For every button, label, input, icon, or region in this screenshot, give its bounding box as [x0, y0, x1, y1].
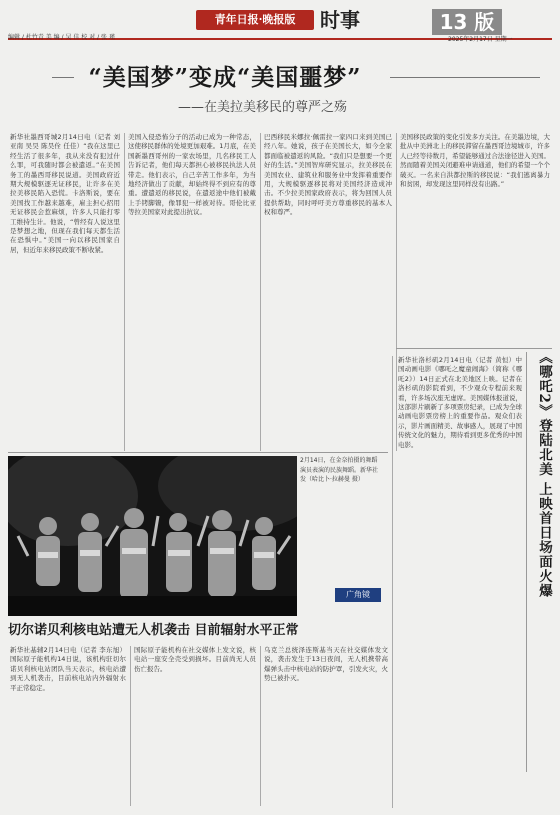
article1-column-2: 美国入侵恐怖分子的活动已成为一种常态，这使移民群体的处境更加艰难。1月底，在美国新墨西哥州的一家农场里，几名移民工人告诉记者，他们每天都担心被移民执法人员带走。他们表示，自己辛苦工作多年，为当地经济做出了贡献，却始终得不到应有的尊重。遭遣返的移民说，在遣返途中他们被戴上手铐脚镣，像罪犯一样被对待。哥伦比亚等拉美国家对此提出抗议。: [128, 133, 256, 217]
newspaper-logo: 青年日报·晚报版: [196, 10, 314, 30]
section-title: 时事: [320, 8, 360, 32]
article2-column-1: 新华社基辅2月14日电（记者 李东旭）国际原子能机构14日说，该机构驻切尔诺贝利核电站团队当天表示，核电站遭到无人机袭击，目前核电站内外辐射水平正常稳定。: [10, 646, 126, 692]
subtitle-article1: ——在美拉美移民的尊严之殇: [178, 100, 348, 115]
section-tag-wide-angle: 广角镜: [335, 588, 381, 602]
column-divider: [260, 133, 261, 451]
title-rule-right: [390, 77, 540, 78]
title-rule-left: [52, 77, 74, 78]
headline-article2: 切尔诺贝利核电站遭无人机袭击 目前辐射水平正常: [8, 623, 299, 638]
headline-article3: 《哪吒2》登陆北美 上映首日场面火爆: [536, 350, 552, 599]
column-divider: [124, 133, 125, 451]
article2-column-2: 国际原子能机构在社交媒体上发文说，核电站一座安全壳受到损坏。目前尚无人员伤亡报告。: [134, 646, 256, 673]
article2-column-3: 乌克兰总统泽连斯基当天在社交媒体发文说，袭击发生于13日夜间，无人机携带高爆弹头击中核电站的防护罩，引发火灾，火势已被扑灭。: [264, 646, 388, 683]
article1-column-1: 新华社墨西哥城2月14日电（记者 刘亚南 吴昊 陈昊佺 任佳）“我在这里已经生活了很多年，我从来没有犯过什么罪，可我随时都会被遣返。”在美国务工的墨西哥移民说道。美国政府近期大规模驱逐无证移民，让许多在美拉美移民陷入恐慌。卡洛斯说，要在美国找工作越来越难，雇主担心招用无证移民会惹麻烦，许多人只能打零工维持生计。他说，“曾经有人说这里是梦想之地，但现在我们每天都生活在恐惧中。”美国一向以移民国家自居，但近年来移民政策不断收紧。: [10, 133, 120, 254]
headline-rule: [526, 352, 527, 772]
editor-credits: 编辑 / 杜竹青 美 编 / 吴 佳 校 对 / 张 瑾: [8, 34, 115, 41]
page-number: 13 版: [432, 9, 502, 35]
section-divider: [396, 348, 552, 349]
column-divider: [392, 356, 393, 808]
article1-column-3: 巴西移民米娜拉·佩雷拉一家四口来到美国已经八年。她说，孩子在美国长大，如今全家都面临被遣返的风险。“我们只是想要一个更好的生活。”美国智库研究显示，拉美移民在美国农业、建筑业和服务业中发挥着重要作用，大规模驱逐移民将对美国经济造成冲击。不少拉美国家政府表示，将为回国人员提供帮助，同时呼吁美方尊重移民的基本人权和尊严。: [264, 133, 392, 217]
article3-body: 新华社洛杉矶2月14日电（记者 黄恒）中国动画电影《哪吒之魔童闹海》（简称《哪吒2》）14日正式在北美地区上映。记者在洛杉矶的影院看到，不少观众专程前来观看，许多场次座无虚席。美国媒体报道说，这部影片刷新了多项票房纪录，已成为全球动画电影票房榜上的重要作品。观众们表示，影片画面精美、故事感人，展现了中国传统文化的魅力，期待看到更多优秀的中国电影。: [398, 356, 522, 449]
issue-date: 2025年2月17日 星期一: [448, 36, 513, 43]
column-divider: [396, 133, 397, 451]
photo-caption: 2月14日，在金奈拍摄的舞蹈演员表演的民族舞蹈。新华社发（哈比卜·拉赫曼 摄）: [300, 457, 378, 483]
section-divider: [8, 452, 388, 453]
page-header: [8, 6, 552, 43]
column-divider: [130, 646, 131, 806]
news-photo-dancers: [8, 456, 297, 616]
article1-column-4: 美国移民政策的变化引发多方关注。在美墨边境，大批从中美洲北上的移民滞留在墨西哥边境城市，许多人已经等待数月，希望能够通过合法途径进入美国。然而随着美国关闭避难申请通道，他们的希望一个个破灭。一名来自洪都拉斯的移民说：“我们逃离暴力和贫困，却发现这里同样没有出路。”: [400, 133, 550, 189]
column-divider: [260, 646, 261, 806]
headline-article1: “美国梦”变成“美国噩梦”: [88, 64, 362, 91]
